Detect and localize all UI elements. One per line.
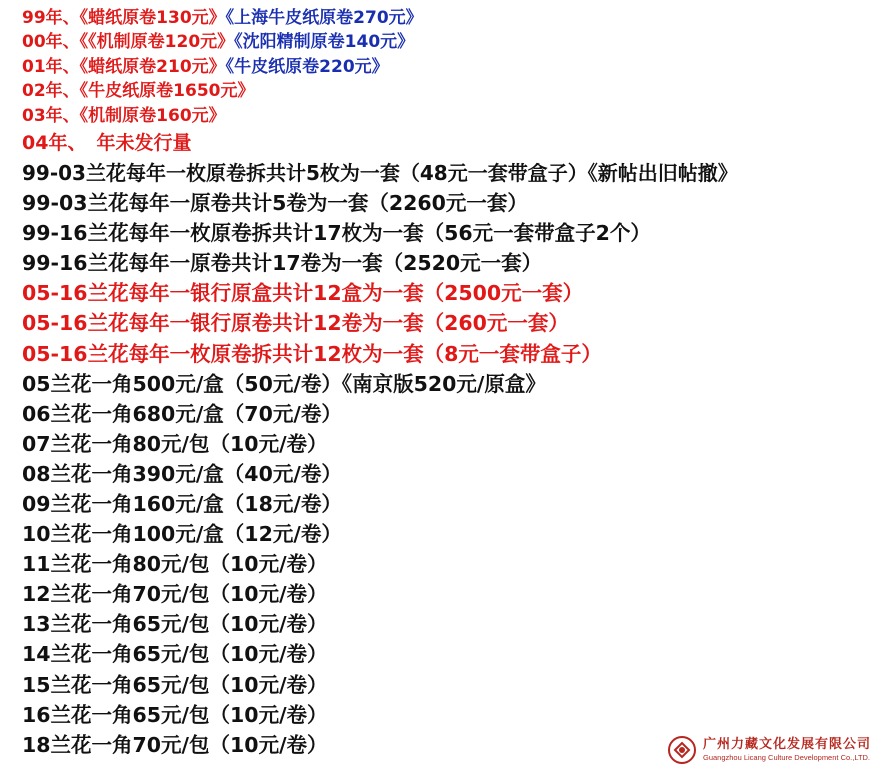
price-item: 《牛皮纸原卷1650元》 xyxy=(79,81,255,102)
year-price-line: 15兰花一角65元/包（10元/卷） xyxy=(22,672,328,697)
price-list xyxy=(22,6,885,760)
year-price-line: 10兰花一角100元/盒（12元/卷） xyxy=(22,522,342,547)
price-item: 《蜡纸原卷210元》 xyxy=(79,56,226,77)
year-price-line: 12兰花一角70元/包（10元/卷） xyxy=(22,582,328,607)
year-price-line: 09兰花一角160元/盒（18元/卷） xyxy=(22,491,342,516)
year-label: 02年、 xyxy=(22,81,80,102)
year-line-00 xyxy=(22,30,885,54)
year-label: 99年、 xyxy=(22,8,80,28)
year-line-03 xyxy=(22,104,885,128)
year-price-line: 08兰花一角390元/盒（40元/卷） xyxy=(22,461,342,486)
year-line-01 xyxy=(22,55,885,79)
price-item: 《沈阳精制原卷140元》 xyxy=(234,32,415,53)
company-name-cn: 广州力藏文化发展有限公司 xyxy=(702,737,871,752)
set-line: 99-03兰花每年一原卷共计5卷为一套（2260元一套） xyxy=(22,191,528,216)
year-price-line: 14兰花一角65元/包（10元/卷） xyxy=(22,642,328,667)
year-price-line: 13兰花一角65元/包（10元/卷） xyxy=(22,612,328,637)
company-logo xyxy=(667,735,871,765)
year-line-99 xyxy=(22,6,885,30)
set-line: 99-03兰花每年一枚原卷拆共计5枚为一套（48元一套带盒子）《新帖出旧帖撤》 xyxy=(22,160,738,185)
year-price-line: 11兰花一角80元/包（10元/卷） xyxy=(22,552,328,577)
year-label: 01年、 xyxy=(22,56,80,77)
year-line-02 xyxy=(22,79,885,103)
year-price-line: 06兰花一角680元/盒（70元/卷） xyxy=(22,401,342,426)
set-line: 05-16兰花每年一银行原卷共计12卷为一套（260元一套） xyxy=(22,311,569,336)
year-label: 00年、 xyxy=(22,32,80,53)
year-price-line: 05兰花一角500元/盒（50元/卷）《南京版520元/原盒》 xyxy=(22,371,546,396)
year-label: 03年、 xyxy=(22,105,80,126)
price-item: 《《机制原卷120元》 xyxy=(79,32,235,53)
year-line-04 xyxy=(22,128,885,158)
set-line: 05-16兰花每年一枚原卷拆共计12枚为一套（8元一套带盒子） xyxy=(22,341,602,366)
price-item: 《上海牛皮纸原卷270元》 xyxy=(225,8,423,28)
price-item: 《机制原卷160元》 xyxy=(79,105,226,126)
year-price-line: 07兰花一角80元/包（10元/卷） xyxy=(22,431,328,456)
year-price-line: 16兰花一角65元/包（10元/卷） xyxy=(22,702,328,727)
set-line: 05-16兰花每年一银行原盒共计12盒为一套（2500元一套） xyxy=(22,281,584,306)
price-item: 《蜡纸原卷130元》 xyxy=(79,8,226,28)
set-line: 99-16兰花每年一原卷共计17卷为一套（2520元一套） xyxy=(22,251,543,276)
price-item: 年未发行量 xyxy=(96,131,192,154)
company-logo-icon xyxy=(667,735,697,765)
price-item: 《牛皮纸原卷220元》 xyxy=(225,56,389,77)
company-name-en: Guangzhou Licang Culture Development Co.,LTD. xyxy=(702,753,871,762)
year-price-line: 18兰花一角70元/包（10元/卷） xyxy=(22,732,328,757)
year-label: 04年、 xyxy=(22,131,87,154)
set-line: 99-16兰花每年一枚原卷拆共计17枚为一套（56元一套带盒子2个） xyxy=(22,221,651,246)
